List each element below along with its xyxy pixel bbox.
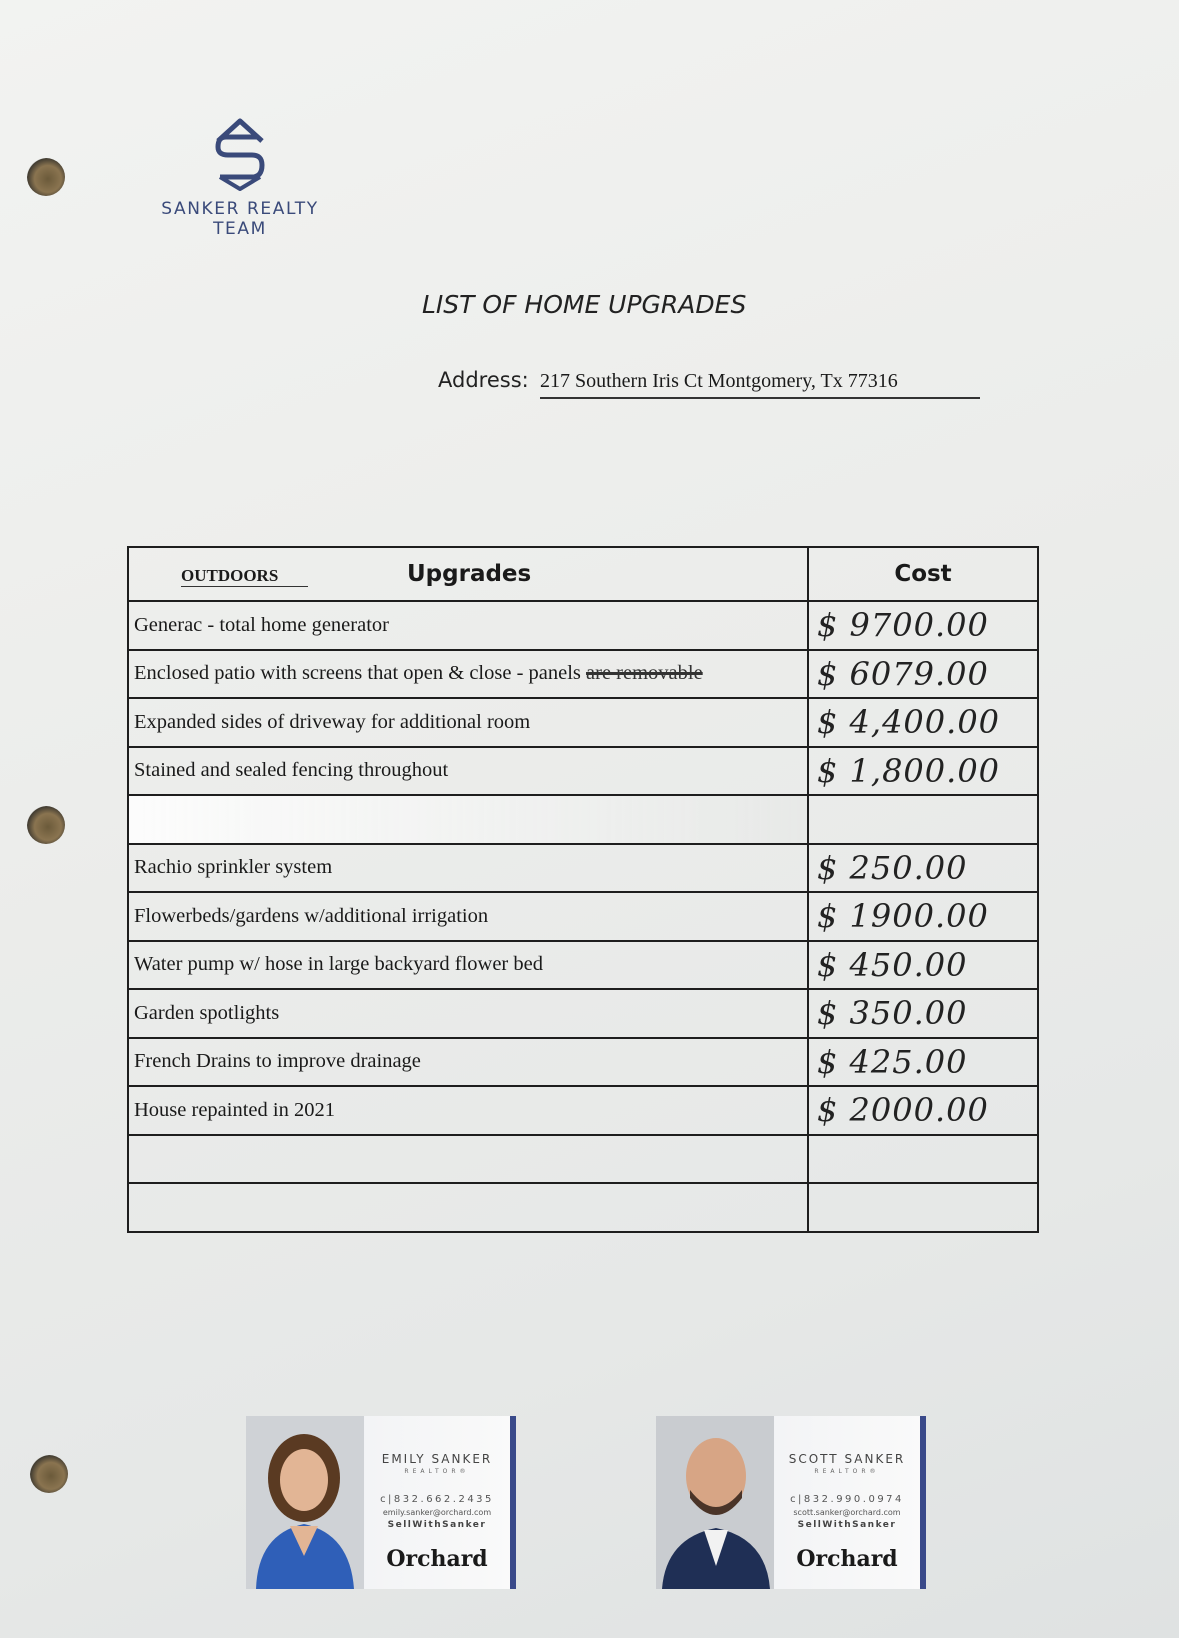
table-row [128, 747, 1038, 796]
address-label: Address: [438, 368, 529, 392]
upgrade-item [128, 1135, 808, 1184]
agent-email: scott.sanker@orchard.com [793, 1508, 901, 1517]
upgrade-item: Water pump w/ hose in large backyard flower bed [128, 941, 808, 990]
struck-text: are removable [586, 662, 703, 685]
upgrade-cost: $ 1,800.00 [808, 747, 1038, 796]
upgrade-cost: $ 1900.00 [808, 892, 1038, 941]
table-row [128, 1038, 1038, 1087]
upgrade-item: Garden spotlights [128, 989, 808, 1038]
table-row [128, 1135, 1038, 1184]
upgrade-cost: $ 350.00 [808, 989, 1038, 1038]
agent-photo [246, 1416, 364, 1589]
table-row [128, 650, 1038, 699]
agent-phone: c|832.990.0974 [790, 1494, 904, 1505]
brand-logo [140, 115, 340, 239]
upgrade-item [128, 1183, 808, 1232]
table-header-row [128, 547, 1038, 601]
person-portrait-icon [656, 1416, 774, 1589]
agent-photo [656, 1416, 774, 1589]
upgrade-cost: $ 250.00 [808, 844, 1038, 893]
document-title: LIST OF HOME UPGRADES [422, 290, 747, 319]
upgrade-cost: $ 6079.00 [808, 650, 1038, 699]
upgrade-item: Stained and sealed fencing throughout [128, 747, 808, 796]
person-portrait-icon [246, 1416, 364, 1589]
agent-social: SellWithSanker [797, 1520, 897, 1530]
brokerage-brand: Orchard [796, 1546, 898, 1572]
upgrade-item [128, 650, 808, 699]
upgrade-item: French Drains to improve drainage [128, 1038, 808, 1087]
punch-hole [27, 806, 65, 844]
table-row [128, 989, 1038, 1038]
table-row [128, 844, 1038, 893]
card-accent-bar [920, 1416, 926, 1589]
table-row [128, 1086, 1038, 1135]
brand-name: SANKER REALTY TEAM [161, 199, 319, 239]
upgrades-table [127, 546, 1039, 1233]
upgrade-cost: $ 425.00 [808, 1038, 1038, 1087]
section-label: OUTDOORS [181, 566, 308, 587]
brokerage-brand: Orchard [386, 1546, 488, 1572]
card-accent-bar [510, 1416, 516, 1589]
table-row [128, 795, 1038, 844]
punch-hole [30, 1455, 68, 1493]
upgrade-item-text: Enclosed patio with screens that open & close - panels [134, 662, 581, 685]
business-card-scott [656, 1416, 926, 1589]
table-row [128, 892, 1038, 941]
upgrade-cost [808, 795, 1038, 844]
upgrade-cost [808, 1135, 1038, 1184]
table-row [128, 698, 1038, 747]
upgrade-item: House repainted in 2021 [128, 1086, 808, 1135]
cost-header: Cost [808, 547, 1038, 601]
address-value: 217 Southern Iris Ct Montgomery, Tx 77316 [540, 370, 980, 399]
upgrade-cost [808, 1183, 1038, 1232]
upgrades-header: Upgrades [407, 561, 532, 587]
upgrade-item: Expanded sides of driveway for additional room [128, 698, 808, 747]
upgrade-item: Generac - total home generator [128, 601, 808, 650]
upgrade-cost: $ 9700.00 [808, 601, 1038, 650]
business-card-emily [246, 1416, 516, 1589]
upgrade-item: Rachio sprinkler system [128, 844, 808, 893]
agent-social: SellWithSanker [387, 1520, 487, 1530]
punch-hole [27, 158, 65, 196]
upgrade-cost: $ 2000.00 [808, 1086, 1038, 1135]
agent-email: emily.sanker@orchard.com [382, 1508, 492, 1517]
agent-role: REALTOR® [404, 1468, 470, 1475]
upgrades-header-cell [128, 547, 808, 601]
agent-name: SCOTT SANKER [788, 1452, 906, 1466]
upgrade-item: Flowerbeds/gardens w/additional irrigation [128, 892, 808, 941]
agent-role: REALTOR® [814, 1468, 880, 1475]
table-row [128, 601, 1038, 650]
table-row [128, 1183, 1038, 1232]
sanker-s-house-logo-icon [212, 115, 268, 193]
upgrade-item-redacted [128, 795, 808, 844]
upgrade-cost: $ 4,400.00 [808, 698, 1038, 747]
agent-phone: c|832.662.2435 [380, 1494, 494, 1505]
table-row [128, 941, 1038, 990]
agent-name: EMILY SANKER [381, 1452, 493, 1466]
upgrade-cost: $ 450.00 [808, 941, 1038, 990]
